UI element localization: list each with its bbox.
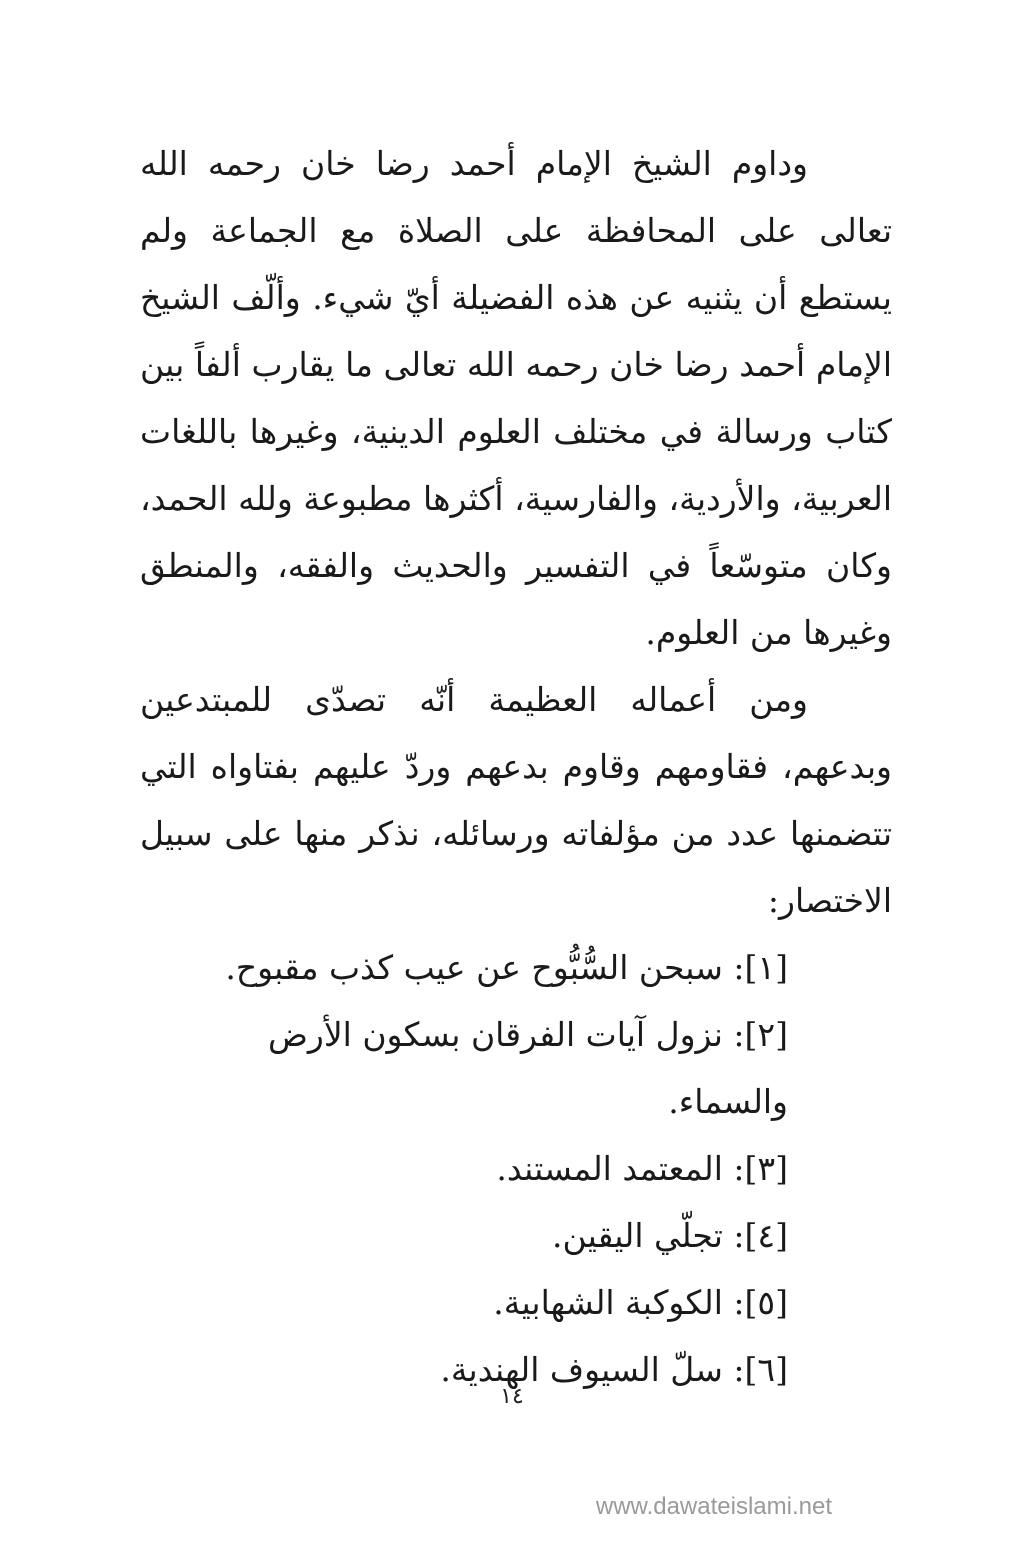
works-list [140,934,892,1403]
page-body [140,130,892,1403]
website-watermark: www.dawateislami.net [595,1493,832,1520]
list-item: [٤]: تجلّي اليقين. [552,1216,788,1255]
list-item: [٥]: الكوكبة الشهابية. [493,1283,788,1322]
list-item: [٣]: المعتمد المستند. [496,1149,788,1188]
paragraph-biography: وداوم الشيخ الإمام أحمد رضا خان رحمه الله تعالى على المحافظة على الصلاة مع الجماعة ولم يستطع أن يثنيه عن هذه الفضيلة أيّ شيء. وألّف الشيخ الإمام أحمد رضا خان رحمه الله تعالى ما يقارب ألفاً بين كتاب ورسالة في مختلف العلوم الدينية، وغيرها باللغات العربية، والأردية، والفارسية، أكثرها مطبوعة ولله الحمد، وكان متوسّعاً في التفسير والحديث والفقه، والمنطق وغيرها من العلوم. [140,144,892,652]
page-number: ١٤ [500,1384,524,1409]
list-item: [١]: سبحن السُّبُّوح عن عيب كذب مقبوح. [225,948,788,987]
list-item: [٢]: نزول آيات الفرقان بسكون الأرض والسماء. [268,1015,788,1121]
paragraph-works-intro: ومن أعماله العظيمة أنّه تصدّى للمبتدعين وبدعهم، فقاومهم وقاوم بدعهم وردّ عليهم بفتاواه التي تتضمنها عدد من مؤلفاته ورسائله، نذكر منها على سبيل الاختصار: [140,680,892,920]
list-item: [٦]: سلّ السيوف الهندية. [440,1350,788,1389]
